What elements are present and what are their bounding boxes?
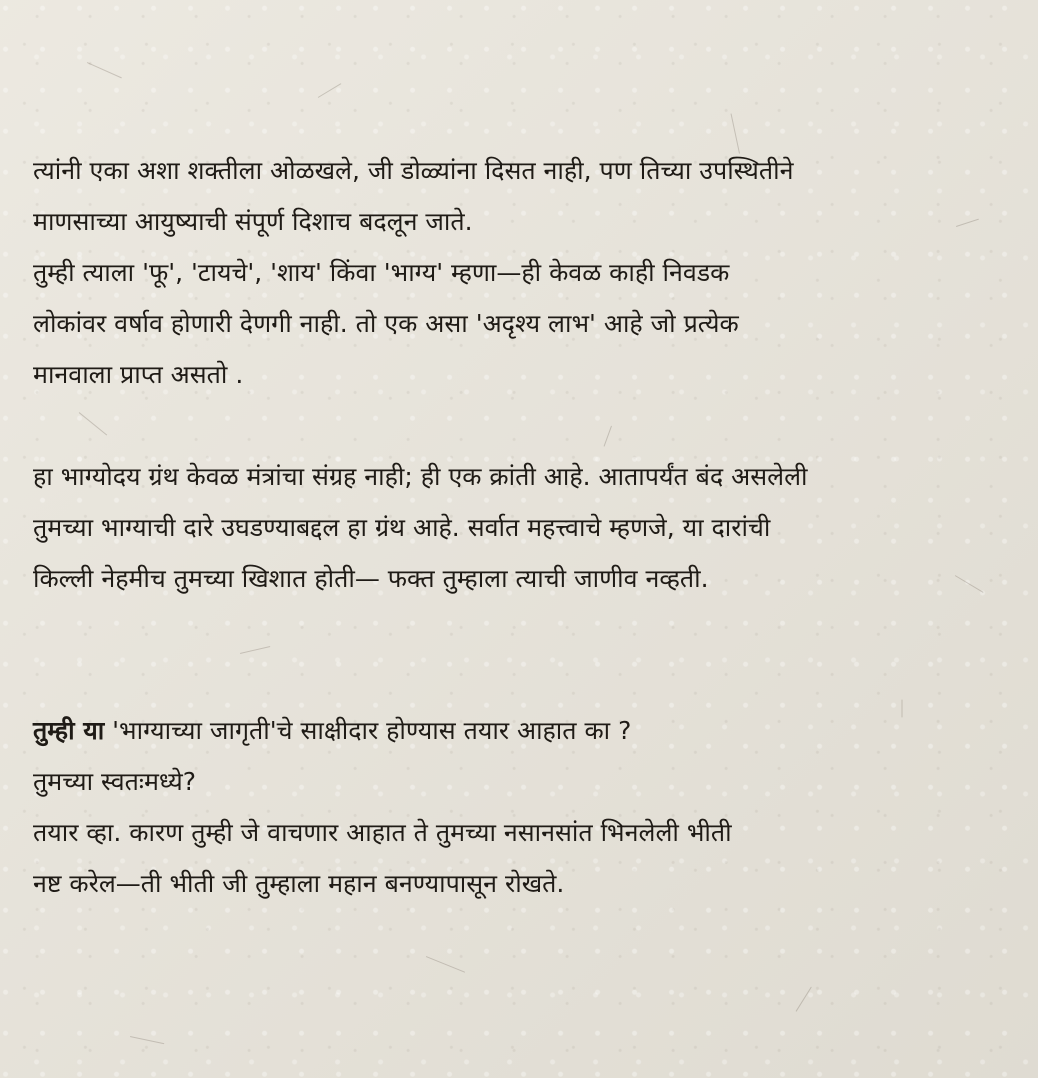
paragraph-2 <box>33 451 1013 604</box>
paragraph-1 <box>33 145 1013 400</box>
paragraph-3 <box>33 705 1013 909</box>
paper-fiber <box>318 83 342 98</box>
paragraph-line: किल्ली नेहमीच तुमच्या खिशात होती— फक्त तुम्हाला त्याची जाणीव नव्हती. <box>33 564 709 593</box>
paragraph-line: हा भाग्योदय ग्रंथ केवळ मंत्रांचा संग्रह नाही; ही एक क्रांती आहे. आतापर्यंत बंद असलेली <box>33 462 808 491</box>
paper-fiber <box>87 62 122 78</box>
paragraph-line: मानवाला प्राप्त असतो . <box>33 360 244 389</box>
emphasis-text: तुम्ही या <box>33 716 105 745</box>
paragraph-line: लोकांवर वर्षाव होणारी देणगी नाही. तो एक असा 'अदृश्य लाभ' आहे जो प्रत्येक <box>33 309 739 338</box>
paragraph-line: नष्ट करेल—ती भीती जी तुम्हाला महान बनण्यापासून रोखते. <box>33 869 565 898</box>
paragraph-line: माणसाच्या आयुष्याची संपूर्ण दिशाच बदलून जाते. <box>33 207 473 236</box>
paragraph-line: तुमच्या भाग्याची दारे उघडण्याबद्दल हा ग्रंथ आहे. सर्वात महत्त्वाचे म्हणजे, या दारांची <box>33 513 771 542</box>
paragraph-line: तुमच्या स्वतःमध्ये? <box>33 767 197 796</box>
paper-fiber <box>130 1036 164 1044</box>
paper-fiber <box>796 987 812 1012</box>
question-line <box>33 705 1013 756</box>
paragraph-spacing <box>33 604 1013 705</box>
paragraph-spacing <box>33 400 1013 451</box>
paragraph-line: त्यांनी एका अशा शक्तीला ओळखले, जी डोळ्यांना दिसत नाही, पण तिच्या उपस्थितीने <box>33 156 794 185</box>
question-text: 'भाग्याच्या जागृती'चे साक्षीदार होण्यास तयार आहात का ? <box>104 716 632 745</box>
document-page <box>33 145 1013 909</box>
paragraph-line: तयार व्हा. कारण तुम्ही जे वाचणार आहात ते तुमच्या नसानसांत भिनलेली भीती <box>33 818 732 847</box>
paragraph-line: तुम्ही त्याला 'फू', 'टायचे', 'शाय' किंवा 'भाग्य' म्हणा—ही केवळ काही निवडक <box>33 258 730 287</box>
paper-fiber <box>426 956 465 973</box>
